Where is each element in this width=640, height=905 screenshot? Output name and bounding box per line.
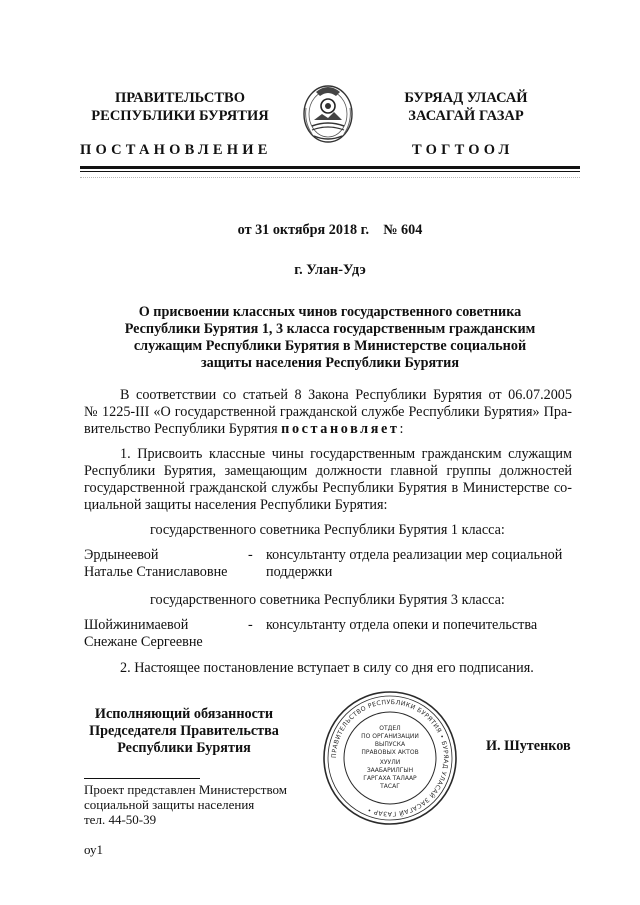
footer-line: Проект представлен Министерством xyxy=(84,782,288,797)
role-line: Республики Бурятия xyxy=(117,740,251,756)
svg-text:ТАСАГ: ТАСАГ xyxy=(380,783,400,790)
title-line: О присвоении классных чинов государственного советника xyxy=(138,304,522,320)
footer-rule xyxy=(84,778,200,779)
role-line: Председателя Правительства xyxy=(89,723,279,739)
date-number: от 31 октября 2018 г. № 604 xyxy=(237,222,423,238)
grade-3-dash: - xyxy=(248,617,253,633)
grade-1-dash: - xyxy=(248,547,253,563)
svg-text:ОТДЕЛ: ОТДЕЛ xyxy=(379,725,401,732)
footer-code: оу1 xyxy=(84,842,104,857)
grade-3-name xyxy=(84,617,203,651)
item-1 xyxy=(84,446,572,514)
svg-text:ХУУЛИ: ХУУЛИ xyxy=(379,759,401,766)
header-left-line1: ПРАВИТЕЛЬСТВО xyxy=(115,90,245,106)
title-line: защиты населения Республики Бурятия xyxy=(200,355,459,371)
grade-1-position xyxy=(266,547,576,581)
item-2: 2. Настоящее постановление вступает в силу со дня его подписания. xyxy=(120,660,534,676)
item-1-line: государственной гражданской службы Республики Бурятия в Министерстве со- xyxy=(84,480,572,496)
grade-1-name xyxy=(84,547,227,581)
preamble-text: вительство Республики Бурятия xyxy=(84,421,282,437)
city: г. Улан-Удэ xyxy=(294,262,366,278)
position-line: консультанту отдела реализации мер социальной xyxy=(266,547,563,563)
grade-3-position: консультанту отдела опеки и попечительства xyxy=(266,617,538,633)
resolves-word: постановляет xyxy=(281,421,400,437)
name-line: Шойжинимаевой xyxy=(84,617,189,633)
signatory-name: И. Шутенков xyxy=(486,738,571,754)
header-left-line2: РЕСПУБЛИКИ БУРЯТИЯ xyxy=(91,108,269,124)
header-left xyxy=(80,89,280,125)
doc-type-bur: ТОГТООЛ xyxy=(412,142,514,158)
document-title xyxy=(90,304,570,372)
svg-text:ПРАВИТЕЛЬСТВО РЕСПУБЛИКИ БУРЯТ: ПРАВИТЕЛЬСТВО РЕСПУБЛИКИ БУРЯТИЯ • БУРЯАД УЛАСАЙ ЗАСАГАЙ ГАЗАР • xyxy=(330,698,450,818)
svg-text:ВЫПУСКА: ВЫПУСКА xyxy=(374,741,406,748)
svg-text:ЗААБАРИЛГЫН: ЗААБАРИЛГЫН xyxy=(366,767,414,774)
header-right-line1: БУРЯАД УЛАСАЙ xyxy=(404,90,528,106)
doc-type-ru: ПОСТАНОВЛЕНИЕ xyxy=(80,142,272,158)
footer-line: тел. 44-50-39 xyxy=(84,812,157,827)
coat-of-arms-icon xyxy=(300,80,356,146)
item-1-line: 1. Присвоить классные чины государственным гражданским служащим xyxy=(120,446,572,462)
header-dotted-line xyxy=(80,177,580,180)
official-seal-icon xyxy=(320,688,460,828)
signature-role xyxy=(84,706,284,757)
header-rule xyxy=(80,166,580,169)
preamble-line: № 1225-III «О государственной гражданской службе Республики Бурятия» Пра- xyxy=(84,404,572,420)
item-1-line: Республики Бурятия, замещающим должности главной группы должностей xyxy=(84,463,572,479)
header-right-line2: ЗАСАГАЙ ГАЗАР xyxy=(408,108,524,124)
position-line: поддержки xyxy=(266,564,333,580)
name-line: Снежане Сергеевне xyxy=(84,634,203,650)
title-line: служащим Республики Бурятия в Министерстве социальной xyxy=(133,338,527,354)
role-line: Исполняющий обязанности xyxy=(94,706,274,722)
svg-text:ПРАВОВЫХ АКТОВ: ПРАВОВЫХ АКТОВ xyxy=(361,749,419,756)
preamble xyxy=(84,387,572,438)
preamble-colon: : xyxy=(399,421,404,437)
svg-text:ПО ОРГАНИЗАЦИИ: ПО ОРГАНИЗАЦИИ xyxy=(361,733,419,740)
title-line: Республики Бурятия 1, 3 класса государственным гражданским xyxy=(124,321,536,337)
name-line: Эрдынеевой xyxy=(84,547,159,563)
header-right xyxy=(372,89,560,125)
svg-text:ГАРГАХА ТАЛААР: ГАРГАХА ТАЛААР xyxy=(363,775,417,782)
name-line: Наталье Станиславовне xyxy=(84,564,228,580)
grade-1-heading: государственного советника Республики Бурятия 1 класса: xyxy=(150,522,505,538)
item-1-line: циальной защиты населения Республики Бурятия: xyxy=(84,497,388,513)
grade-3-heading: государственного советника Республики Бурятия 3 класса: xyxy=(150,592,505,608)
preamble-line: В соответствии со статьей 8 Закона Республики Бурятия от 06.07.2005 xyxy=(120,387,572,403)
preamble-line xyxy=(84,421,572,438)
header-rule-thin xyxy=(80,171,580,172)
footer-note xyxy=(84,782,287,827)
footer-line: социальной защиты населения xyxy=(84,797,255,812)
